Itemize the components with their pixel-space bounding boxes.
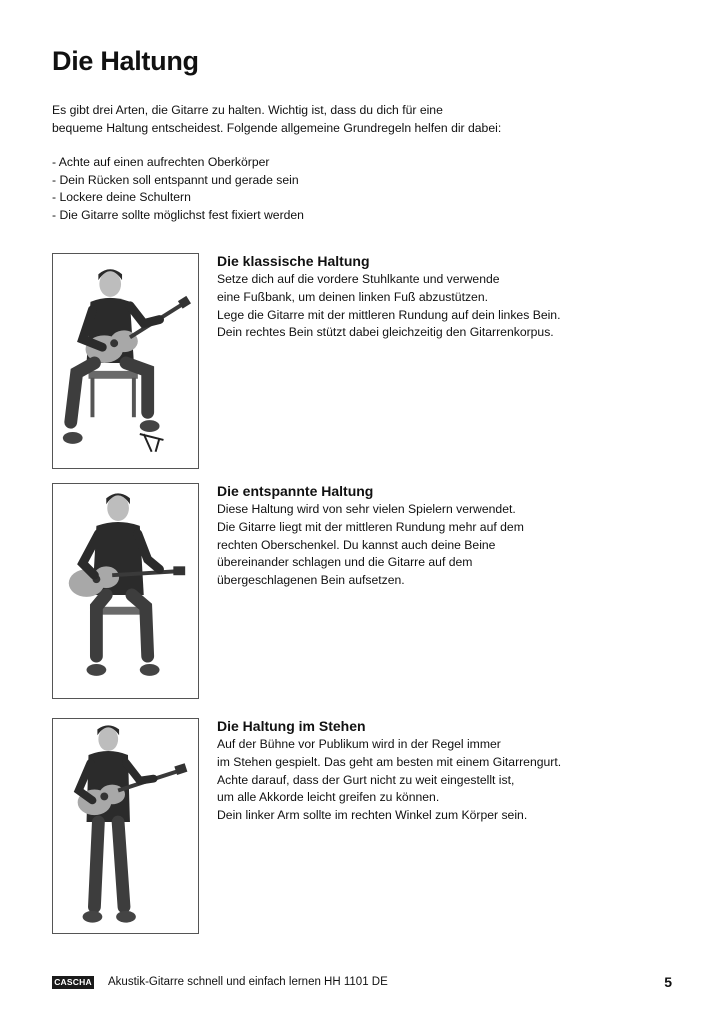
body-line: Achte darauf, dass der Gurt nicht zu weit eingestellt ist, bbox=[217, 772, 515, 787]
section-text bbox=[217, 718, 687, 825]
publisher-logo: CASCHA bbox=[52, 976, 94, 989]
intro-paragraph bbox=[52, 102, 672, 137]
guitarist-seated-relaxed-illustration bbox=[53, 484, 198, 698]
page-footer bbox=[52, 975, 672, 991]
intro-line: Es gibt drei Arten, die Gitarre zu halten. Wichtig ist, dass du dich für eine bbox=[52, 103, 443, 117]
section-text bbox=[217, 253, 687, 342]
section-body bbox=[217, 736, 687, 825]
photo-relaxed-posture bbox=[52, 483, 199, 699]
body-line: übergeschlagenen Bein aufsetzen. bbox=[217, 573, 405, 588]
section-heading: Die klassische Haltung bbox=[217, 253, 370, 269]
body-line: im Stehen gespielt. Das geht am besten mit einem Gitarrengurt. bbox=[217, 754, 562, 769]
intro-line: bequeme Haltung entscheidest. Folgende allgemeine Grundregeln helfen dir dabei: bbox=[52, 120, 502, 135]
section-text bbox=[217, 483, 687, 590]
body-line: Dein rechtes Bein stützt dabei gleichzeitig den Gitarrenkorpus. bbox=[217, 325, 554, 340]
section-heading: Die Haltung im Stehen bbox=[217, 718, 366, 734]
rule-item: - Lockere deine Schultern bbox=[52, 190, 191, 204]
rule-item: - Dein Rücken soll entspannt und gerade sein bbox=[52, 172, 299, 187]
body-line: eine Fußbank, um deinen linken Fuß abzustützen. bbox=[217, 289, 488, 304]
body-line: um alle Akkorde leicht greifen zu können. bbox=[217, 790, 440, 805]
body-line: Auf der Bühne vor Publikum wird in der Regel immer bbox=[217, 737, 501, 751]
rule-item: - Die Gitarre sollte möglichst fest fixiert werden bbox=[52, 207, 304, 222]
page-title: Die Haltung bbox=[52, 46, 199, 76]
section-standing bbox=[52, 718, 692, 934]
photo-standing-posture bbox=[52, 718, 199, 934]
body-line: Die Gitarre liegt mit der mittleren Rundung mehr auf dem bbox=[217, 519, 524, 534]
body-line: Dein linker Arm sollte im rechten Winkel zum Körper sein. bbox=[217, 808, 528, 823]
section-body bbox=[217, 501, 687, 590]
section-relaxed bbox=[52, 483, 692, 699]
section-heading: Die entspannte Haltung bbox=[217, 483, 374, 499]
section-classical bbox=[52, 253, 692, 469]
page-number: 5 bbox=[664, 974, 672, 990]
body-line: rechten Oberschenkel. Du kannst auch deine Beine bbox=[217, 537, 496, 552]
rules-list bbox=[52, 154, 304, 224]
rule-item: - Achte auf einen aufrechten Oberkörper bbox=[52, 155, 270, 169]
photo-classical-posture bbox=[52, 253, 199, 469]
guitarist-seated-footstool-illustration bbox=[53, 254, 198, 468]
section-body bbox=[217, 271, 687, 342]
footer-book-title: Akustik-Gitarre schnell und einfach lernen HH 1101 DE bbox=[108, 976, 388, 988]
body-line: Lege die Gitarre mit der mittleren Rundung auf dein linkes Bein. bbox=[217, 307, 561, 322]
guitarist-standing-illustration bbox=[53, 719, 198, 933]
body-line: Diese Haltung wird von sehr vielen Spielern verwendet. bbox=[217, 502, 516, 516]
body-line: übereinander schlagen und die Gitarre auf dem bbox=[217, 555, 473, 570]
body-line: Setze dich auf die vordere Stuhlkante und verwende bbox=[217, 272, 500, 286]
